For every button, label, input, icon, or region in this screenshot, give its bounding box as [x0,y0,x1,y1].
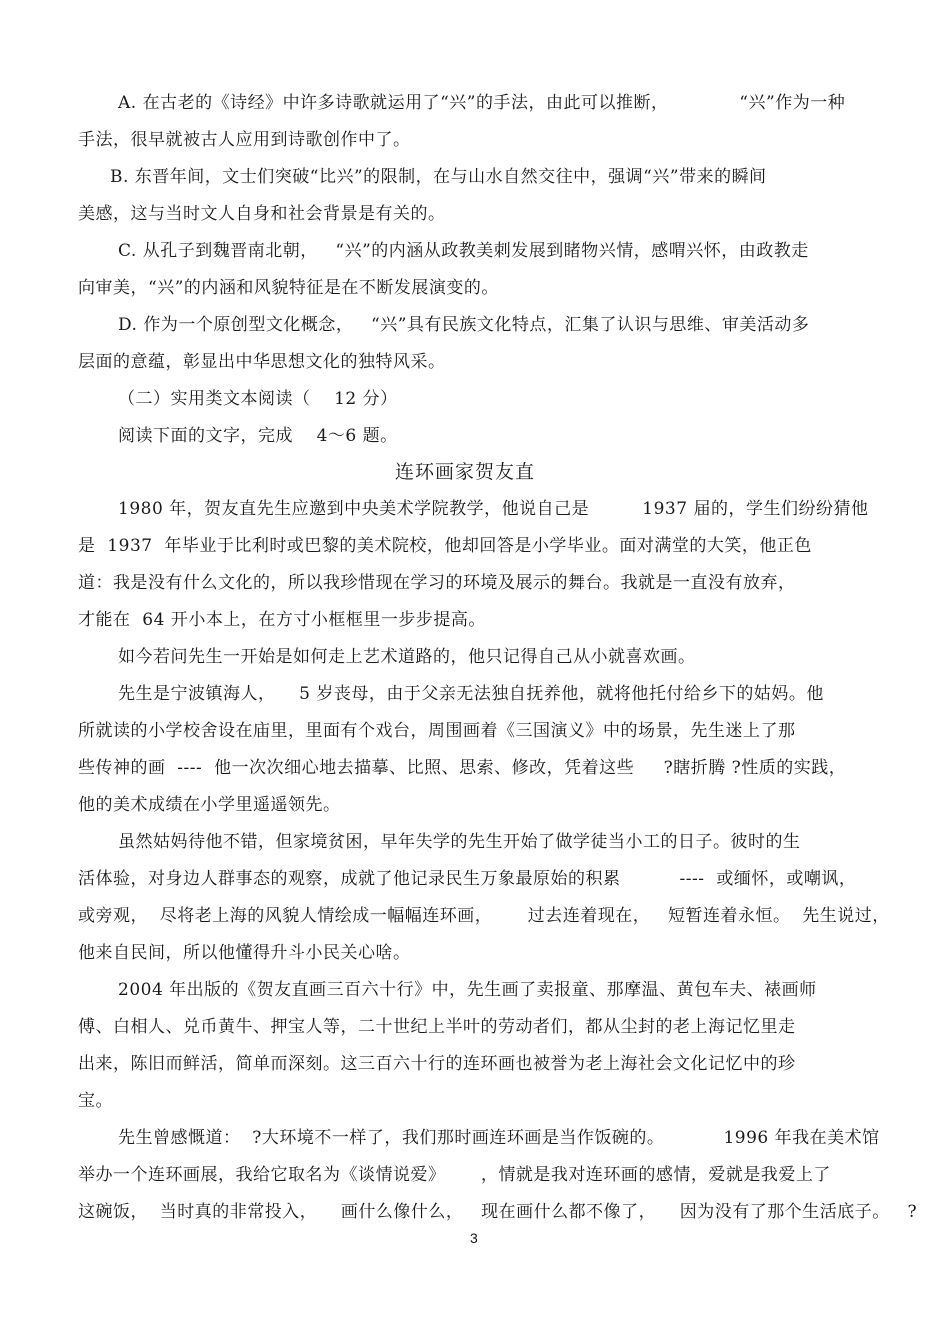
para5-line-2: 傅、白相人、兑币黄牛、押宝人等，二十世纪上半叶的劳动者们，都从尘封的老上海记忆里走 [78,1017,796,1037]
article-title: 连环画家贺友直 [395,461,536,483]
para4-line-2: 活体验，对身边人群事态的观察，成就了他记录民生万象最原始的积累 ---- 或缅怀，或嘲讽， [78,869,857,889]
option-d-line-2: 层面的意蕴，彰显出中华思想文化的独特风采。 [78,352,446,372]
option-b-line-1: B. 东晋年间，文士们突破“比兴”的限制，在与山水自然交往中，强调“兴”带来的瞬间 [110,167,767,187]
para1-line-3: 道：我是没有什么文化的，所以我珍惜现在学习的环境及展示的舞台。我就是一直没有放弃， [78,573,796,593]
para2-line-1: 如今若问先生一开始是如何走上艺术道路的，他只记得自己从小就喜欢画。 [118,647,696,667]
para3-line-4: 他的美术成绩在小学里遥遥领先。 [78,795,341,815]
instruction: 阅读下面的文字，完成 4～6 题。 [118,426,398,446]
section-heading: （二）实用类文本阅读（ 12 分） [118,389,398,409]
page-number: 3 [470,1230,478,1246]
para4-line-1: 虽然姑妈待他不错，但家境贫困，早年失学的先生开始了做学徒当小工的日子。彼时的生 [118,832,801,852]
para3-line-3: 些传神的画 ---- 他一次次细心地去描摹、比照、思索、修改，凭着这些 ?瞎折腾 ?性质的实践， [78,758,847,778]
para5-line-1: 2004 年出版的《贺友直画三百六十行》中，先生画了卖报童、那摩温、黄包车夫、裱画师 [118,980,817,1000]
para5-line-3: 出来，陈旧而鲜活，简单而深刻。这三百六十行的连环画也被誉为老上海社会文化记忆中的珍 [78,1054,796,1074]
option-b-line-2: 美感，这与当时文人自身和社会背景是有关的。 [78,204,446,224]
option-c-line-1: C. 从孔子到魏晋南北朝， “兴”的内涵从政教美刺发展到睹物兴情，感喟兴怀，由政教走 [118,241,809,261]
para3-line-1: 先生是宁波镇海人， 5 岁丧母，由于父亲无法独自抚养他，就将他托付给乡下的姑妈。他 [118,684,824,704]
option-a-line-1: A. 在古老的《诗经》中许多诗歌就运用了“兴”的手法，由此可以推断， “兴”作为一种 [118,93,846,113]
para4-line-4: 他来自民间，所以他懂得升斗小民关心啥。 [78,943,411,963]
option-a-line-2: 手法，很早就被古人应用到诗歌创作中了。 [78,130,411,150]
para5-line-4: 宝。 [78,1091,113,1111]
para6-line-3: 这碗饭， 当时真的非常投入， 画什么像什么， 现在画什么都不像了， 因为没有了那个生活底子。 ? [78,1202,918,1222]
para1-line-4: 才能在 64 开小本上，在方寸小框框里一步步提高。 [78,610,486,630]
option-d-line-1: D. 作为一个原创型文化概念， “兴”具有民族文化特点，汇集了认识与思维、审美活动多 [118,315,810,335]
para3-line-2: 所就读的小学校舍设在庙里，里面有个戏台，周围画着《三国演义》中的场景，先生迷上了那 [78,721,796,741]
para1-line-1: 1980 年，贺友直先生应邀到中央美术学院教学，他说自己是 1937 届的，学生们纷纷猜他 [118,499,869,519]
para6-line-2: 举办一个连环画展，我给它取名为《谈情说爱》 ，情就是我对连环画的感情，爱就是我爱上了 [78,1165,831,1185]
option-c-line-2: 向审美，“兴”的内涵和风貌特征是在不断发展演变的。 [78,278,499,298]
para6-line-1: 先生曾感慨道： ?大环境不一样了，我们那时画连环画是当作饭碗的。 1996 年我在美术馆 [118,1128,880,1148]
para4-line-3: 或旁观， 尽将老上海的风貌人情绘成一幅幅连环画， 过去连着现在， 短暂连着永恒。 先生说过， [78,906,890,926]
para1-line-2: 是 1937 年毕业于比利时或巴黎的美术院校，他却回答是小学毕业。面对满堂的大笑，他正色 [78,536,812,556]
